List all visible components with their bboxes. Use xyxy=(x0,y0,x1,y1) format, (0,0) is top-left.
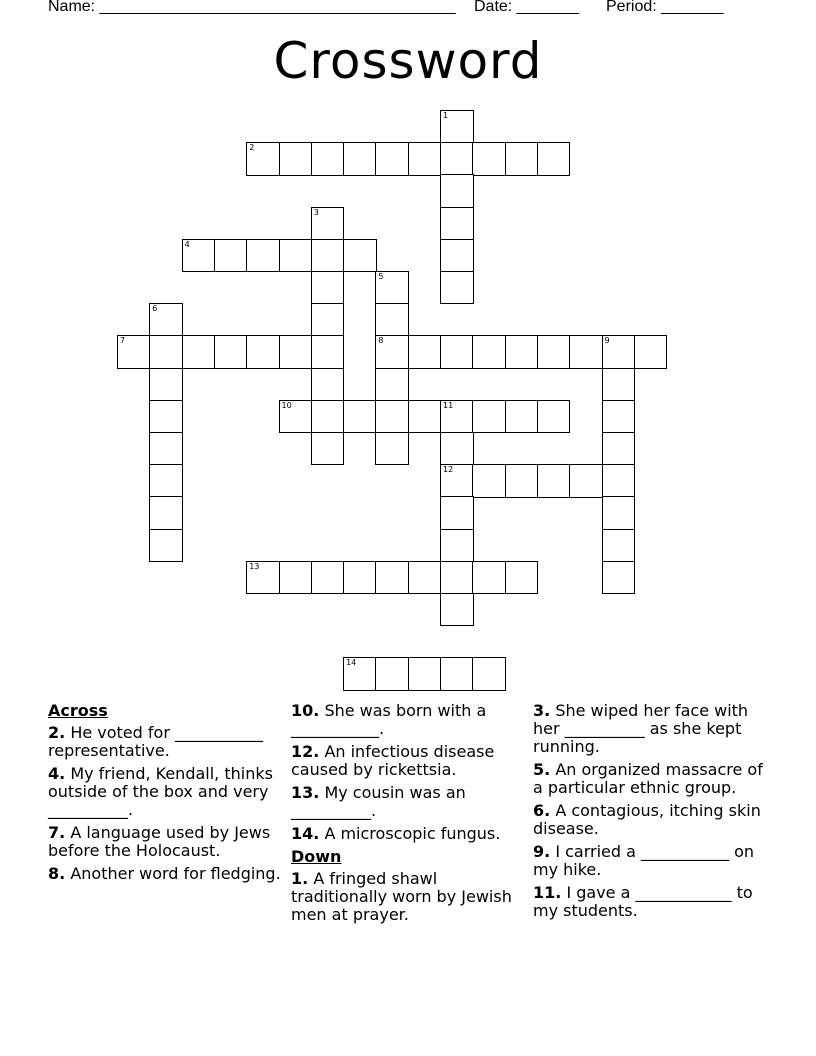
clue-text: A microscopic fungus. xyxy=(324,824,501,843)
grid-cell[interactable] xyxy=(602,561,636,594)
clue-number-label: 14 xyxy=(346,658,357,668)
clue-text: She was born with a ___________. xyxy=(291,701,487,738)
grid-cell[interactable] xyxy=(505,142,539,175)
clues-column-1 xyxy=(48,702,288,888)
grid-cell[interactable] xyxy=(569,464,603,497)
clue-item xyxy=(291,702,531,738)
clue-item xyxy=(533,802,773,838)
grid-cell[interactable] xyxy=(472,657,506,690)
grid-cell-numbered[interactable] xyxy=(149,303,183,336)
grid-cell[interactable] xyxy=(375,657,409,690)
grid-cell-numbered[interactable] xyxy=(440,464,474,497)
clues-column-2 xyxy=(291,702,531,929)
clue-text: He voted for ___________ representative. xyxy=(48,723,263,760)
down-heading: Down xyxy=(291,847,342,866)
clue-text: A contagious, itching skin disease. xyxy=(533,801,761,838)
clue-number-label: 1 xyxy=(443,111,449,120)
grid-cell[interactable] xyxy=(149,496,183,529)
clue-item xyxy=(533,761,773,797)
grid-cell-numbered[interactable] xyxy=(246,561,280,594)
clue-number: 8. xyxy=(48,864,66,883)
grid-cell[interactable] xyxy=(472,142,506,175)
clue-number-label: 6 xyxy=(152,304,158,314)
grid-cell[interactable] xyxy=(149,368,183,401)
grid-cell[interactable] xyxy=(440,657,474,690)
name-field-label[interactable]: Name: ________________________________________ xyxy=(48,0,456,15)
grid-cell[interactable] xyxy=(602,400,636,433)
clue-item xyxy=(48,824,288,860)
grid-cell[interactable] xyxy=(440,207,474,240)
grid-cell[interactable] xyxy=(440,271,474,304)
grid-cell[interactable] xyxy=(311,561,345,594)
grid-cell[interactable] xyxy=(375,368,409,401)
grid-cell[interactable] xyxy=(279,239,313,272)
clue-number-label: 11 xyxy=(443,400,454,410)
grid-cell[interactable] xyxy=(343,561,377,594)
grid-cell[interactable] xyxy=(408,400,442,433)
clue-text: A fringed shawl traditionally worn by Jewish men at prayer. xyxy=(291,869,512,924)
clue-number-label: 7 xyxy=(120,336,126,346)
grid-cell[interactable] xyxy=(569,335,603,368)
clue-number-label: 9 xyxy=(604,336,610,346)
grid-cell[interactable] xyxy=(149,400,183,433)
grid-cell-numbered[interactable] xyxy=(440,400,474,433)
grid-cell[interactable] xyxy=(343,142,377,175)
grid-cell[interactable] xyxy=(311,271,345,304)
clue-number: 4. xyxy=(48,764,66,783)
grid-cell[interactable] xyxy=(408,142,442,175)
grid-cell[interactable] xyxy=(440,335,474,368)
down-clue-list-1 xyxy=(291,870,531,924)
grid-cell-numbered[interactable] xyxy=(182,239,216,272)
clue-item xyxy=(48,724,288,760)
clue-item xyxy=(291,743,531,779)
clue-text: I carried a ___________ on my hike. xyxy=(533,842,755,879)
grid-cell[interactable] xyxy=(472,335,506,368)
clue-item xyxy=(533,702,773,756)
grid-cell[interactable] xyxy=(472,561,506,594)
clue-item xyxy=(291,870,531,924)
clues-column-3 xyxy=(533,702,773,925)
clue-number-label: 4 xyxy=(184,239,190,249)
grid-cell[interactable] xyxy=(634,335,668,368)
clue-number: 6. xyxy=(533,801,551,820)
clue-number: 9. xyxy=(533,842,551,861)
grid-cell[interactable] xyxy=(602,496,636,529)
grid-cell[interactable] xyxy=(537,400,571,433)
grid-cell[interactable] xyxy=(537,464,571,497)
grid-cell[interactable] xyxy=(311,142,345,175)
grid-cell[interactable] xyxy=(182,335,216,368)
clue-number: 5. xyxy=(533,760,551,779)
grid-cell-numbered[interactable] xyxy=(117,335,151,368)
grid-cell[interactable] xyxy=(440,142,474,175)
grid-cell[interactable] xyxy=(408,657,442,690)
grid-cell[interactable] xyxy=(537,142,571,175)
grid-cell[interactable] xyxy=(537,335,571,368)
grid-cell[interactable] xyxy=(214,335,248,368)
grid-cell[interactable] xyxy=(505,561,539,594)
clue-number: 10. xyxy=(291,701,320,720)
grid-cell[interactable] xyxy=(505,400,539,433)
clue-number-label: 12 xyxy=(443,465,454,475)
grid-cell[interactable] xyxy=(602,464,636,497)
grid-cell[interactable] xyxy=(279,335,313,368)
grid-cell[interactable] xyxy=(246,335,280,368)
grid-cell[interactable] xyxy=(408,335,442,368)
grid-cell[interactable] xyxy=(440,239,474,272)
grid-cell-numbered[interactable] xyxy=(246,142,280,175)
clue-text: An infectious disease caused by rickettsia. xyxy=(291,742,495,779)
clue-item xyxy=(291,825,531,843)
grid-cell[interactable] xyxy=(246,239,280,272)
grid-cell[interactable] xyxy=(279,142,313,175)
clue-number-label: 2 xyxy=(249,143,255,153)
grid-cell[interactable] xyxy=(375,303,409,336)
across-clue-list-2 xyxy=(291,702,531,843)
clue-number-label: 13 xyxy=(249,561,260,571)
clue-number: 7. xyxy=(48,823,66,842)
clue-number-label: 8 xyxy=(378,336,384,346)
clue-text: An organized massacre of a particular ethnic group. xyxy=(533,760,763,797)
grid-cell[interactable] xyxy=(472,464,506,497)
grid-cell-numbered[interactable] xyxy=(343,657,377,690)
clue-number: 1. xyxy=(291,869,309,888)
clue-text: My friend, Kendall, thinks outside of the box and very __________. xyxy=(48,764,273,819)
grid-cell[interactable] xyxy=(408,561,442,594)
grid-cell[interactable] xyxy=(311,432,345,465)
grid-cell[interactable] xyxy=(375,432,409,465)
grid-cell[interactable] xyxy=(602,368,636,401)
clue-item xyxy=(533,884,773,920)
clue-text: She wiped her face with her __________ as she kept running. xyxy=(533,701,749,756)
clue-number: 12. xyxy=(291,742,320,761)
grid-cell-numbered[interactable] xyxy=(279,400,313,433)
grid-cell[interactable] xyxy=(311,303,345,336)
grid-cell-numbered[interactable] xyxy=(440,110,474,143)
grid-cell[interactable] xyxy=(149,335,183,368)
grid-cell[interactable] xyxy=(149,432,183,465)
grid-cell[interactable] xyxy=(440,432,474,465)
clue-number-label: 10 xyxy=(281,400,292,410)
grid-cell[interactable] xyxy=(440,496,474,529)
across-clue-list-1 xyxy=(48,724,288,883)
grid-cell-numbered[interactable] xyxy=(602,335,636,368)
clue-number: 11. xyxy=(533,883,562,902)
grid-cell[interactable] xyxy=(602,432,636,465)
grid-cell[interactable] xyxy=(279,561,313,594)
clue-item xyxy=(48,765,288,819)
grid-cell[interactable] xyxy=(375,142,409,175)
grid-cell[interactable] xyxy=(311,335,345,368)
period-field-label[interactable]: Period: _______ xyxy=(606,0,724,15)
grid-cell[interactable] xyxy=(440,174,474,207)
clue-number: 13. xyxy=(291,783,320,802)
clue-item xyxy=(291,784,531,820)
grid-cell-numbered[interactable] xyxy=(375,271,409,304)
clue-item xyxy=(533,843,773,879)
grid-cell[interactable] xyxy=(343,239,377,272)
grid-cell[interactable] xyxy=(440,593,474,626)
clue-number-label: 5 xyxy=(378,272,384,281)
grid-cell[interactable] xyxy=(505,335,539,368)
grid-cell[interactable] xyxy=(375,561,409,594)
grid-cell-numbered[interactable] xyxy=(311,207,345,240)
clue-number: 14. xyxy=(291,824,320,843)
clue-number: 3. xyxy=(533,701,551,720)
down-clue-list-2 xyxy=(533,702,773,920)
clue-item xyxy=(48,865,288,883)
grid-cell[interactable] xyxy=(214,239,248,272)
grid-cell[interactable] xyxy=(311,400,345,433)
grid-cell-numbered[interactable] xyxy=(375,335,409,368)
grid-cell[interactable] xyxy=(149,529,183,562)
date-field-label[interactable]: Date: _______ xyxy=(474,0,579,15)
clue-text: Another word for fledging. xyxy=(70,864,281,883)
grid-cell[interactable] xyxy=(440,529,474,562)
clue-text: A language used by Jews before the Holocaust. xyxy=(48,823,271,860)
clue-text: I gave a ____________ to my students. xyxy=(533,883,753,920)
clue-text: My cousin was an __________. xyxy=(291,783,466,820)
page-title: Crossword xyxy=(273,32,543,90)
grid-cell[interactable] xyxy=(602,529,636,562)
grid-cell[interactable] xyxy=(440,561,474,594)
across-heading: Across xyxy=(48,701,108,720)
grid-cell[interactable] xyxy=(343,400,377,433)
grid-cell[interactable] xyxy=(311,239,345,272)
grid-cell[interactable] xyxy=(505,464,539,497)
clue-number: 2. xyxy=(48,723,66,742)
grid-cell[interactable] xyxy=(472,400,506,433)
grid-cell[interactable] xyxy=(375,400,409,433)
clue-number-label: 3 xyxy=(313,207,319,217)
grid-cell[interactable] xyxy=(311,368,345,401)
grid-cell[interactable] xyxy=(149,464,183,497)
